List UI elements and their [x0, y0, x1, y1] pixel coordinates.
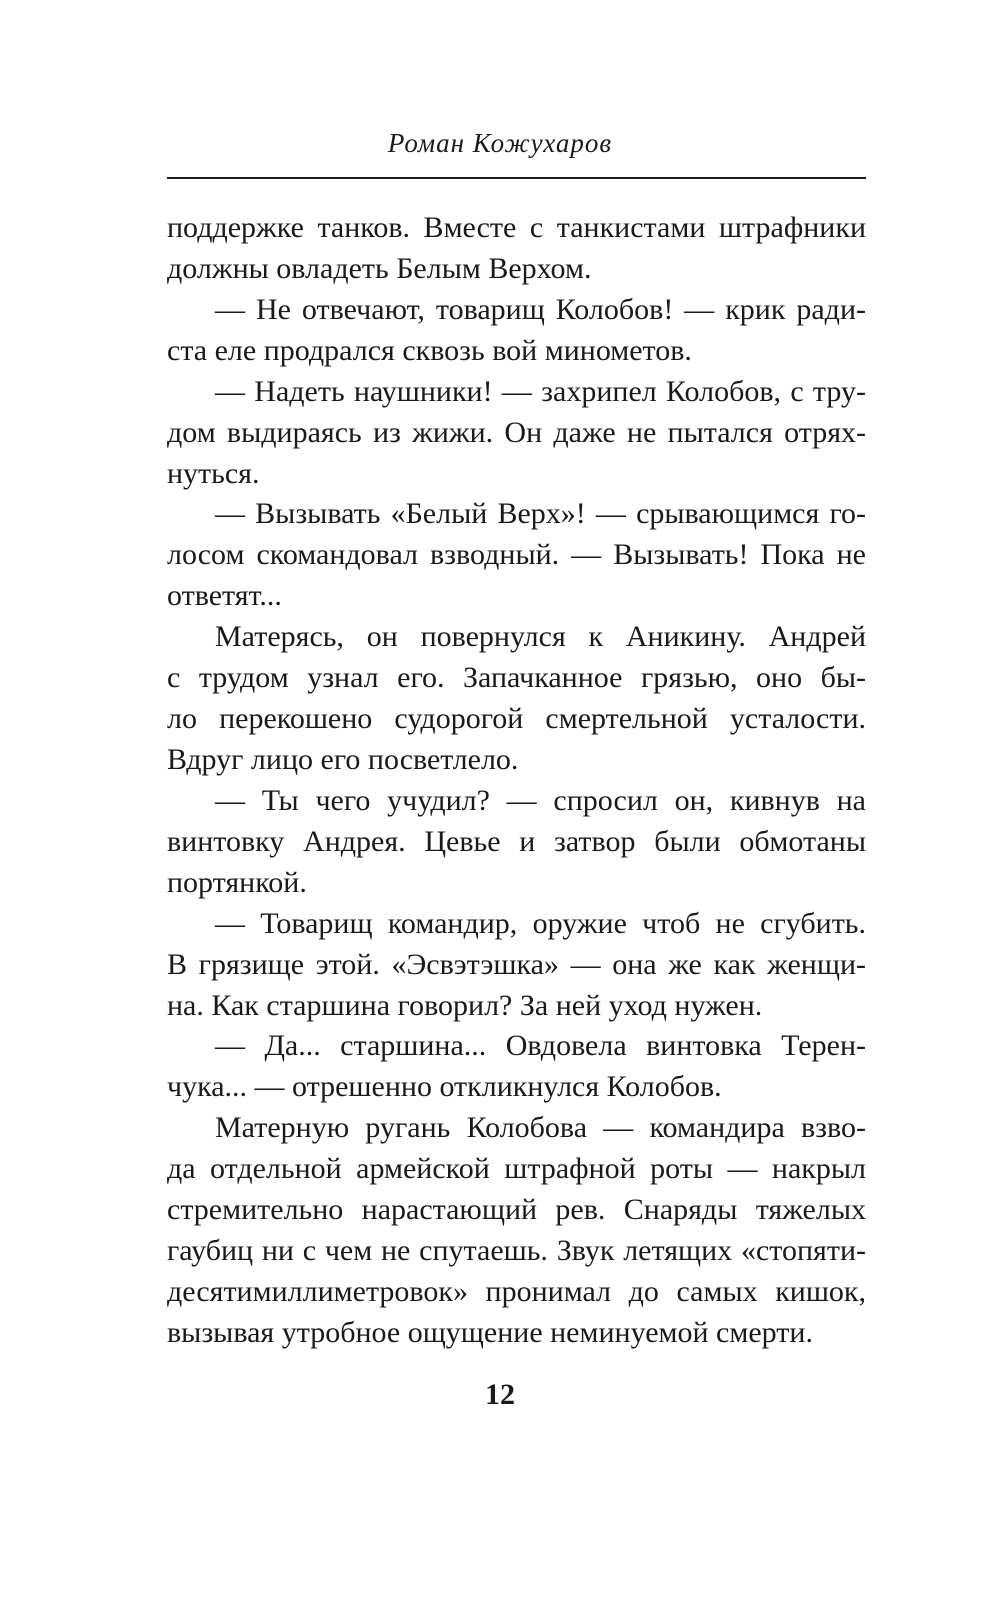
- text-line: — Да... старшина... Овдовела винтовка Терен-: [215, 1029, 866, 1063]
- text-line: Матерную ругань Колобова — командира взво-: [215, 1111, 866, 1145]
- text-line: ответят...: [167, 579, 282, 613]
- running-head-title: Роман Кожухаров: [387, 128, 613, 158]
- text-line: должны овладеть Белым Верхом.: [167, 251, 592, 285]
- text-line: Вдруг лицо его посветлело.: [167, 742, 519, 776]
- text-line: — Надеть наушники! — захрипел Колобов, с тру-: [215, 374, 866, 408]
- text-line: поддержке танков. Вместе с танкистами штрафники: [167, 211, 866, 244]
- header-rule: [167, 177, 866, 179]
- text-line: портянкой.: [167, 865, 307, 899]
- text-line: дом выдираясь из жижи. Он даже не пытался отрях-: [167, 415, 866, 449]
- text-line: стремительно нарастающий рев. Снаряды тяжелых: [167, 1193, 866, 1227]
- text-line: да отдельной армейской штрафной роты — накрыл: [167, 1152, 866, 1186]
- text-line: нуться.: [167, 456, 260, 490]
- text-line: лосом скомандовал взводный. — Вызывать! Пока не: [167, 538, 866, 572]
- text-line: — Вызывать «Белый Верх»! — срывающимся го-: [215, 497, 866, 531]
- text-line: В грязище этой. «Эсвэтэшка» — она же как женщи-: [167, 947, 866, 981]
- text-line: десятимиллиметровок» пронимал до самых кишок,: [167, 1274, 866, 1308]
- text-line: — Не отвечают, товарищ Колобов! — крик ради-: [215, 292, 866, 326]
- text-line: ста еле продрался сквозь вой минометов.: [167, 333, 692, 367]
- text-line: Матерясь, он повернулся к Аникину. Андрей: [215, 620, 866, 654]
- text-line: на. Как старшина говорил? За ней уход нужен.: [167, 988, 763, 1022]
- text-line: винтовку Андрея. Цевье и затвор были обмотаны: [167, 824, 866, 858]
- text-line: чука... — отрешенно откликнулся Колобов.: [167, 1070, 722, 1104]
- body-text: [167, 208, 866, 1354]
- text-line: — Ты чего учудил? — спросил он, кивнув на: [215, 783, 866, 817]
- text-line: гаубиц ни с чем не спутаешь. Звук летящих «стопяти-: [167, 1234, 866, 1268]
- text-line: вызывая утробное ощущение неминуемой смерти.: [167, 1315, 813, 1349]
- text-line: ло перекошено судорогой смертельной усталости.: [167, 702, 866, 736]
- text-line: с трудом узнал его. Запачканное грязью, оно бы-: [167, 661, 866, 695]
- page-number: 12: [485, 1378, 515, 1411]
- text-line: — Товарищ командир, оружие чтоб не сгубить.: [215, 906, 866, 940]
